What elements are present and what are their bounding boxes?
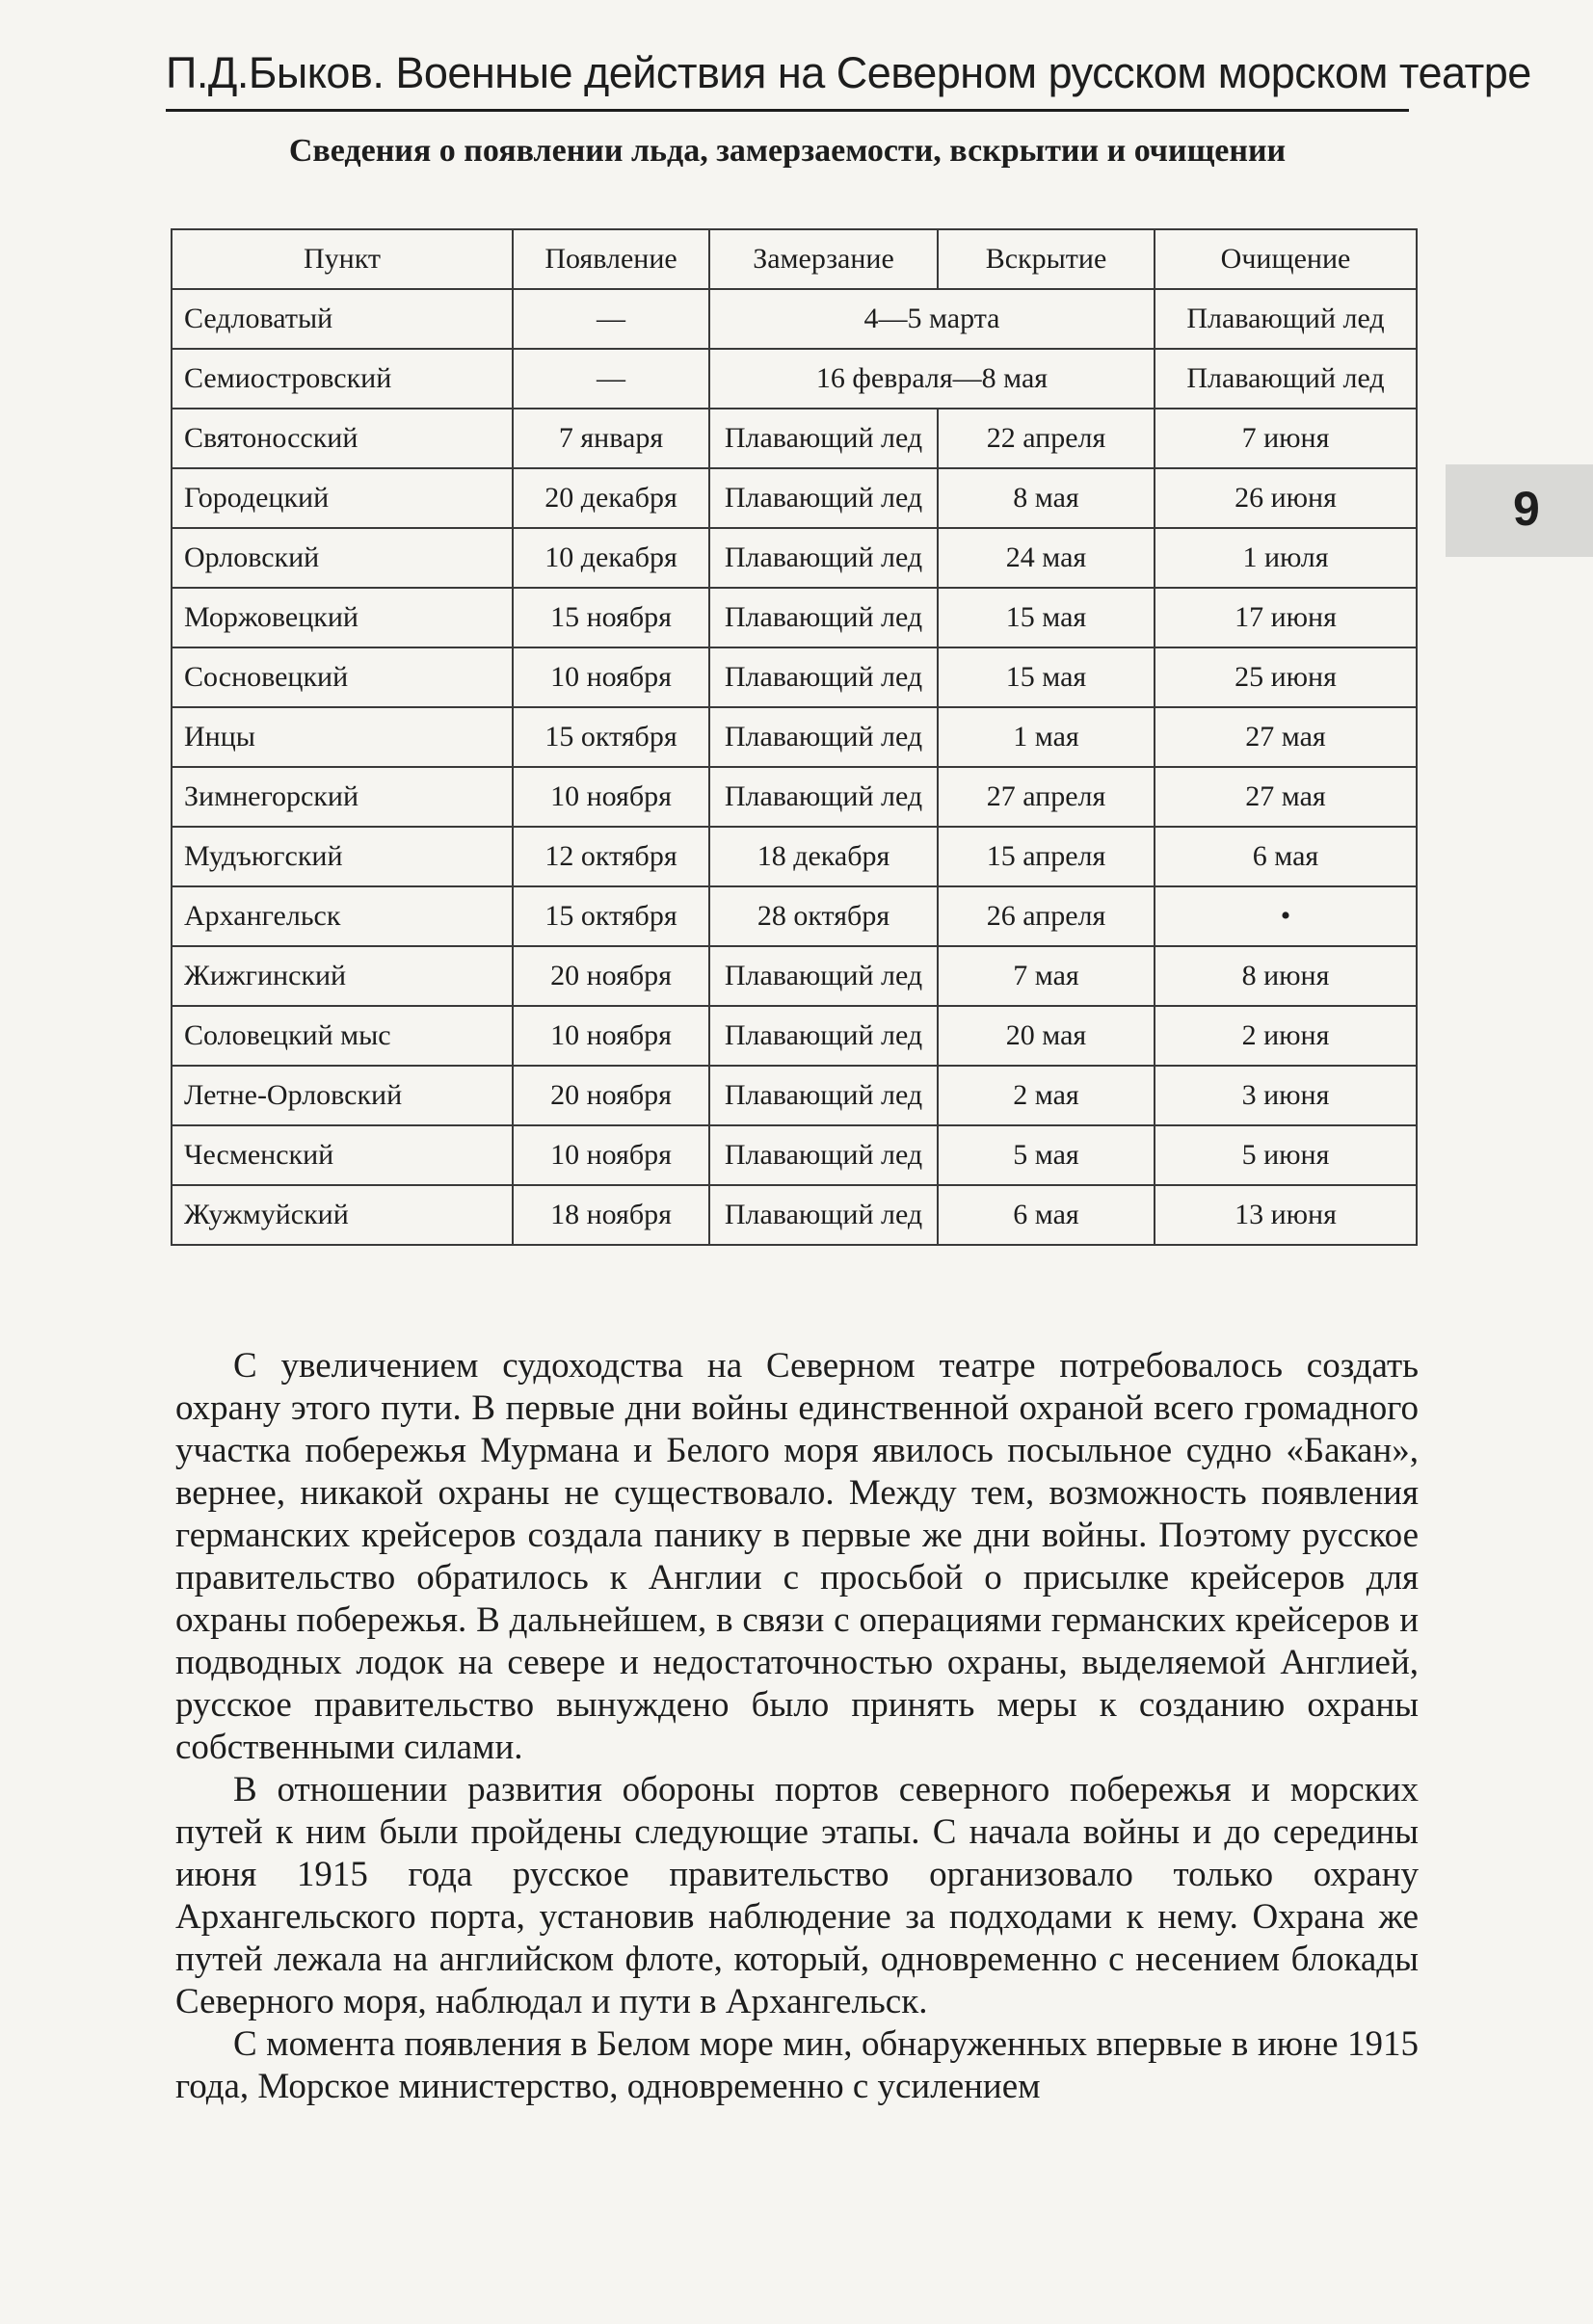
cell-opening: 6 мая [938,1185,1155,1245]
cell-freezing: 18 декабря [709,827,938,886]
table-row [172,409,1417,468]
header-opening: Вскрытие [938,229,1155,289]
cell-opening: 24 мая [938,528,1155,588]
cell-opening: 15 мая [938,647,1155,707]
cell-appearance: — [513,289,709,349]
cell-appearance: 20 ноября [513,1066,709,1125]
table-row [172,1006,1417,1066]
table-row [172,827,1417,886]
cell-clearing: 2 июня [1155,1006,1417,1066]
table-row [172,946,1417,1006]
cell-freezing: Плавающий лед [709,946,938,1006]
cell-opening: 27 апреля [938,767,1155,827]
cell-freezing: Плавающий лед [709,1125,938,1185]
paragraph: В отношении развития обороны портов северного побережья и морских путей к ним были пройдены следующие этапы. С начала войны и до середины июня 1915 года русское правительство организовало только охрану Архангельского порта, установив наблюдение за подходами к нему. Охрана же путей лежала на английском флоте, который, одновременно с несением блокады Северного моря, наблюдал и пути в Архангельск. [175,1770,1419,2021]
header-clearing: Очищение [1155,229,1417,289]
cell-freezing: Плавающий лед [709,1185,938,1245]
table-row [172,349,1417,409]
cell-clearing: 27 мая [1155,707,1417,767]
cell-point: Жижгинский [172,946,513,1006]
cell-clearing: Плавающий лед [1155,349,1417,409]
cell-appearance: 10 ноября [513,1006,709,1066]
cell-point: Городецкий [172,468,513,528]
body-text [175,1345,1419,2108]
cell-point: Семиостровский [172,349,513,409]
cell-freezing: Плавающий лед [709,707,938,767]
cell-appearance: 18 ноября [513,1185,709,1245]
cell-freezing: Плавающий лед [709,468,938,528]
cell-point: Соловецкий мыс [172,1006,513,1066]
header-point: Пункт [172,229,513,289]
header-appearance: Появление [513,229,709,289]
cell-clearing: • [1155,886,1417,946]
cell-appearance: 15 октября [513,886,709,946]
paragraph: С момента появления в Белом море мин, обнаруженных впервые в июне 1915 года, Морское министерство, одновременно с усилением [175,2024,1419,2106]
cell-point: Инцы [172,707,513,767]
cell-clearing: 27 мая [1155,767,1417,827]
cell-appearance: 15 октября [513,707,709,767]
cell-appearance: 7 января [513,409,709,468]
cell-point: Моржовецкий [172,588,513,647]
cell-point: Орловский [172,528,513,588]
cell-clearing: 6 мая [1155,827,1417,886]
cell-freeze-to-open: 16 февраля—8 мая [709,349,1155,409]
running-header: П.Д.Быков. Военные действия на Северном русском морском театре [166,48,1531,97]
cell-freezing: Плавающий лед [709,1066,938,1125]
cell-appearance: 20 ноября [513,946,709,1006]
page-number: 9 [1513,482,1540,536]
table-row [172,289,1417,349]
header-freezing: Замерзание [709,229,938,289]
cell-freezing: Плавающий лед [709,647,938,707]
cell-opening: 5 мая [938,1125,1155,1185]
table-row [172,767,1417,827]
cell-clearing: 13 июня [1155,1185,1417,1245]
cell-opening: 20 мая [938,1006,1155,1066]
table-row [172,1125,1417,1185]
cell-freezing: Плавающий лед [709,588,938,647]
cell-appearance: 10 декабря [513,528,709,588]
table-row [172,1066,1417,1125]
table-row [172,588,1417,647]
cell-point: Чесменский [172,1125,513,1185]
table-header-row [172,229,1417,289]
cell-opening: 7 мая [938,946,1155,1006]
cell-opening: 1 мая [938,707,1155,767]
cell-appearance: — [513,349,709,409]
table-row [172,707,1417,767]
cell-freeze-to-open: 4—5 марта [709,289,1155,349]
cell-opening: 15 апреля [938,827,1155,886]
cell-freezing: Плавающий лед [709,767,938,827]
ice-table [171,228,1418,1246]
cell-point: Мудъюгский [172,827,513,886]
cell-clearing: Плавающий лед [1155,289,1417,349]
header-rule [166,109,1409,112]
cell-appearance: 20 декабря [513,468,709,528]
cell-freezing: 28 октября [709,886,938,946]
cell-clearing: 17 июня [1155,588,1417,647]
cell-opening: 22 апреля [938,409,1155,468]
cell-clearing: 3 июня [1155,1066,1417,1125]
cell-point: Седловатый [172,289,513,349]
cell-freezing: Плавающий лед [709,409,938,468]
table-row [172,886,1417,946]
cell-appearance: 10 ноября [513,767,709,827]
cell-appearance: 12 октября [513,827,709,886]
cell-clearing: 25 июня [1155,647,1417,707]
cell-clearing: 5 июня [1155,1125,1417,1185]
cell-point: Архангельск [172,886,513,946]
cell-clearing: 26 июня [1155,468,1417,528]
cell-freezing: Плавающий лед [709,1006,938,1066]
cell-appearance: 15 ноября [513,588,709,647]
cell-point: Сосновецкий [172,647,513,707]
table-row [172,647,1417,707]
cell-opening: 15 мая [938,588,1155,647]
cell-appearance: 10 ноября [513,1125,709,1185]
table-row [172,468,1417,528]
cell-opening: 2 мая [938,1066,1155,1125]
cell-opening: 26 апреля [938,886,1155,946]
cell-clearing: 8 июня [1155,946,1417,1006]
paragraph: С увеличением судоходства на Северном театре потребовалось создать охрану этого пути. В первые дни войны единственной охраной всего громадного участка побережья Мурмана и Белого моря явилось посыльное судно «Бакан», вернее, никакой охраны не существовало. Между тем, возможность появления германских крейсеров создала панику в первые же дни войны. Поэтому русское правительство обратилось к Англии с просьбой о присылке крейсеров для охраны побережья. В дальнейшем, в связи с операциями германских крейсеров и подводных лодок на севере и недостаточностью охраны, выделяемой Англией, русское правительство вынуждено было принять меры к созданию охраны собственными силами. [175,1346,1419,1767]
table-row [172,1185,1417,1245]
cell-freezing: Плавающий лед [709,528,938,588]
table-title: Сведения о появлении льда, замерзаемости, вскрытии и очищении [288,133,1287,169]
cell-point: Жужмуйский [172,1185,513,1245]
cell-opening: 8 мая [938,468,1155,528]
cell-clearing: 1 июля [1155,528,1417,588]
cell-appearance: 10 ноября [513,647,709,707]
table-row [172,528,1417,588]
cell-point: Зимнегорский [172,767,513,827]
cell-point: Летне-Орловский [172,1066,513,1125]
cell-clearing: 7 июня [1155,409,1417,468]
cell-point: Святоносский [172,409,513,468]
